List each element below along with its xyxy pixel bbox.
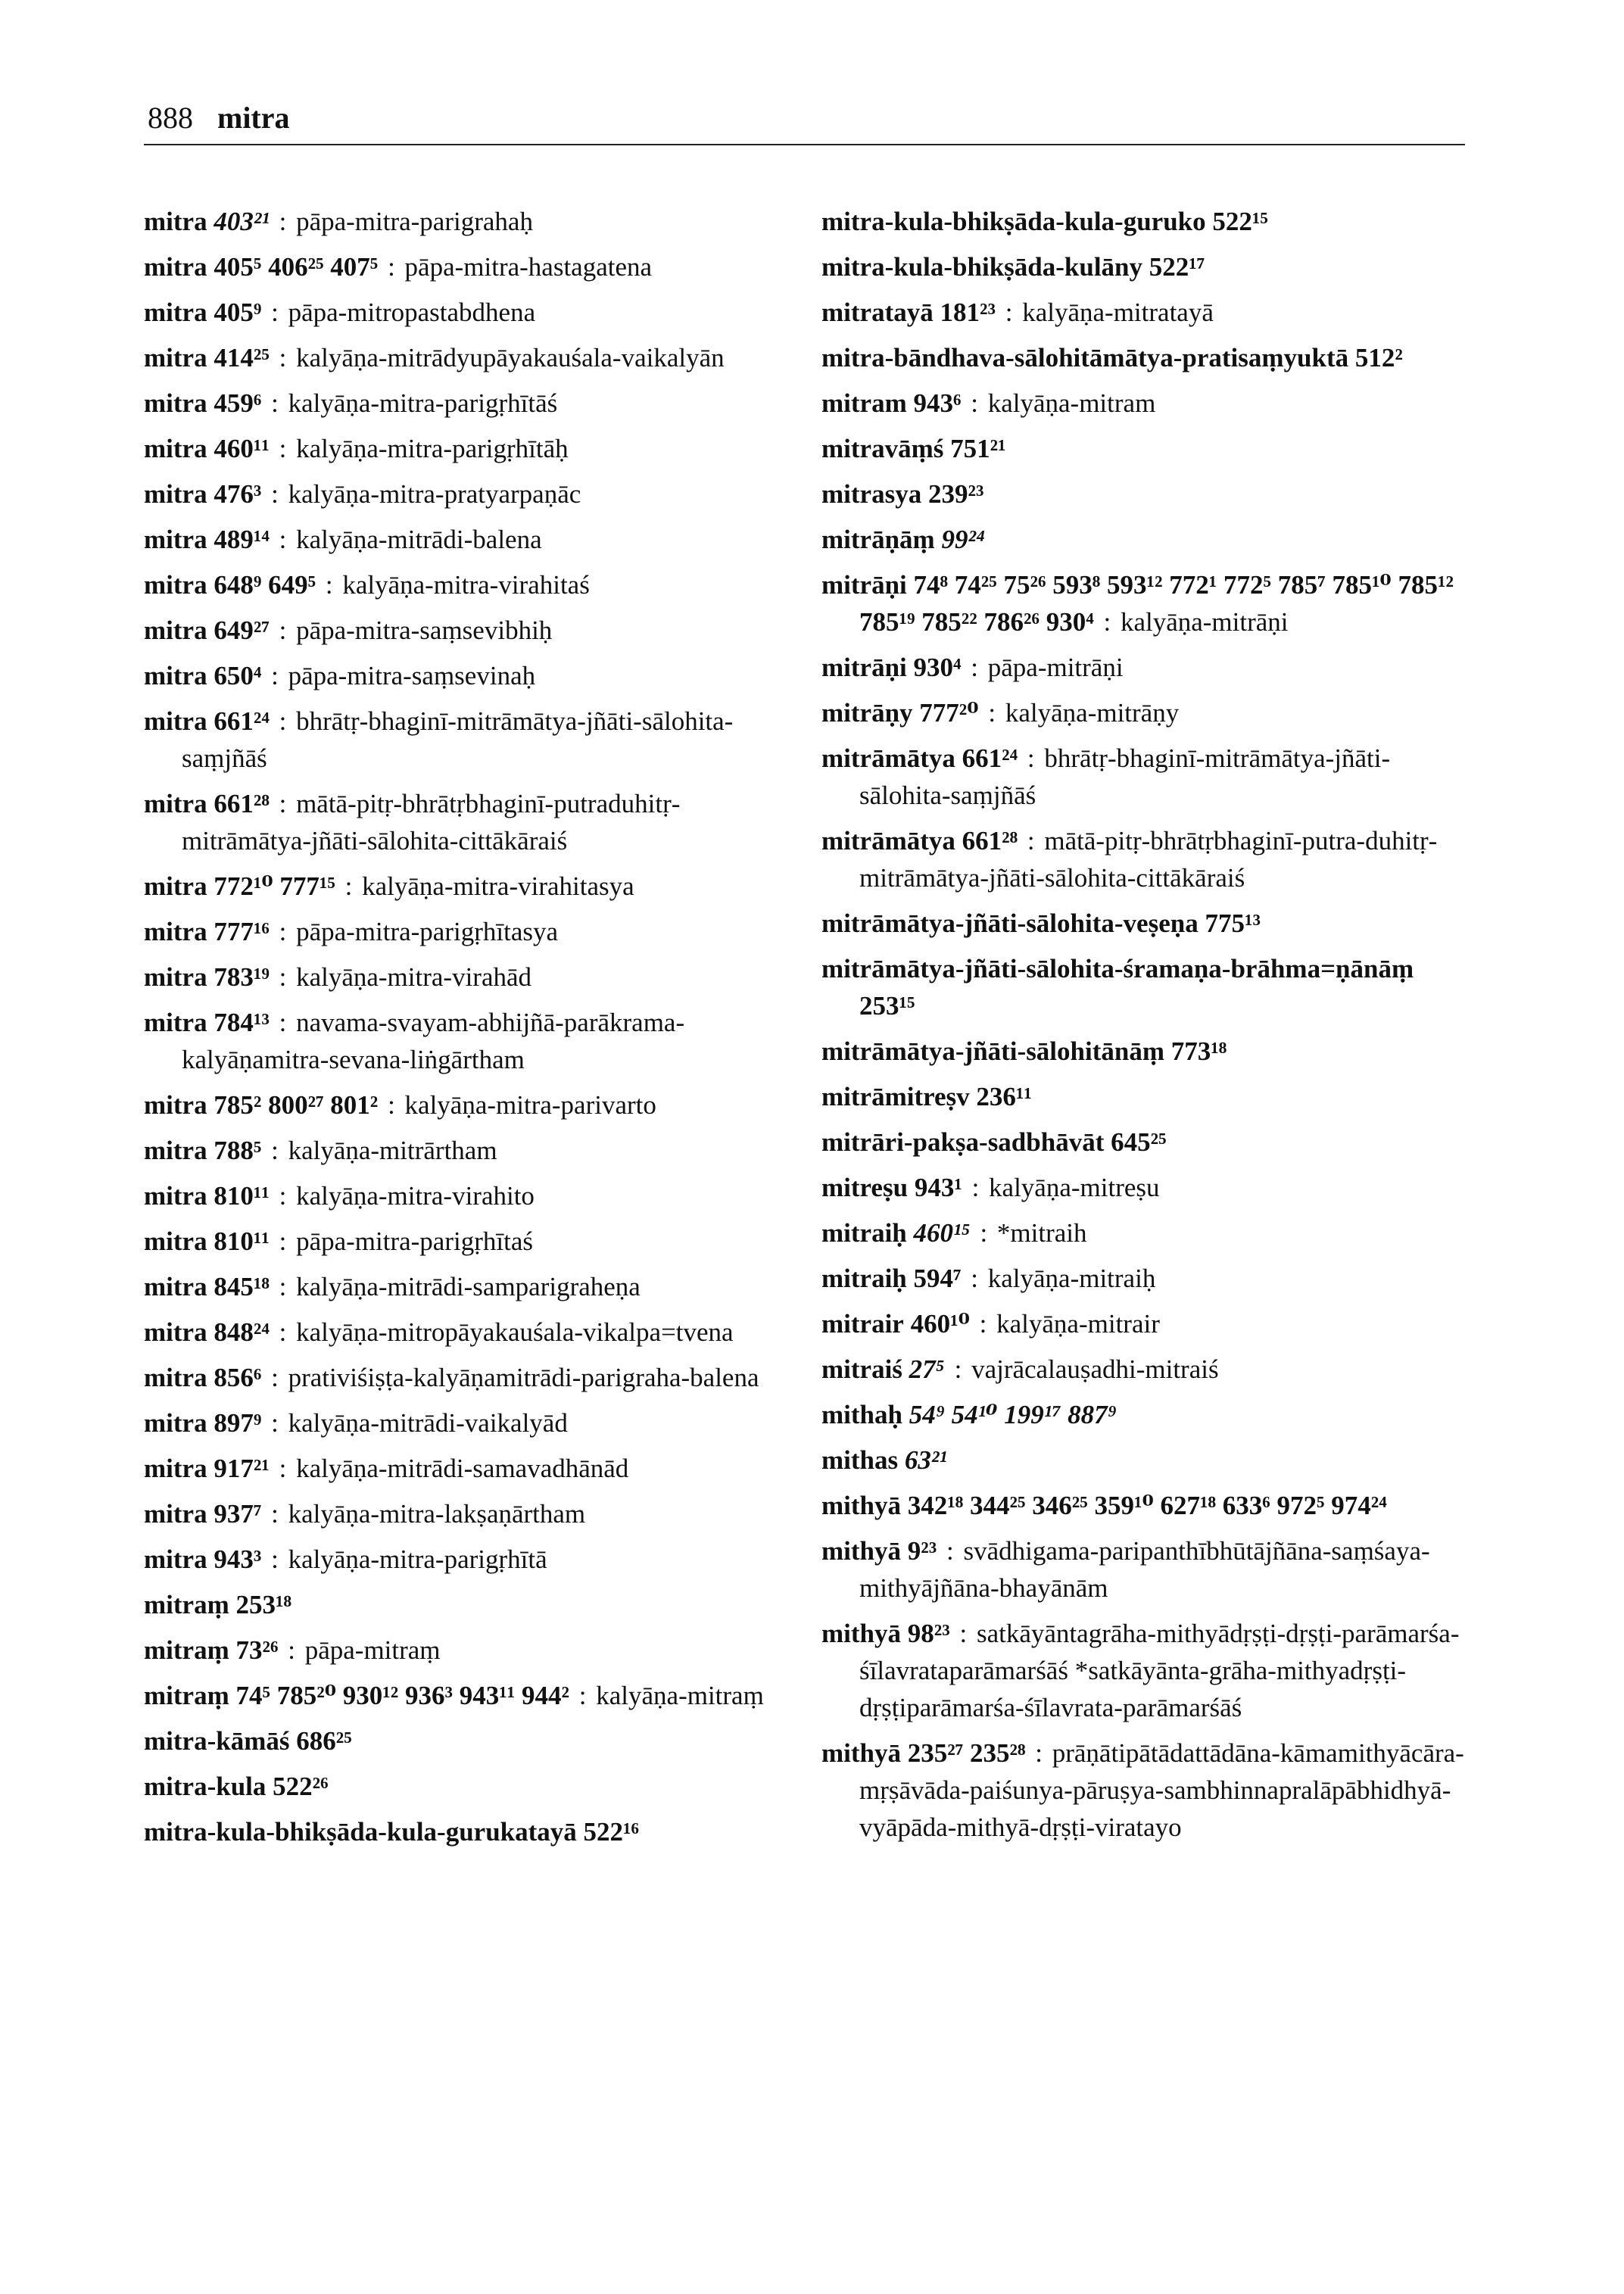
entry-headword: mitra (144, 525, 207, 554)
entry-context: pāpa-mitra-parigṛhītaś (296, 1226, 533, 1256)
entry-references: 751²¹ (950, 434, 1006, 463)
entry-separator: : (264, 1363, 285, 1392)
entry-separator: : (264, 661, 285, 690)
entry-references: 810¹¹ (214, 1181, 270, 1211)
entry-headword: mitrāmātya-jñāti-sālohita-veṣeṇa (821, 909, 1199, 938)
entry-headword: mitram (821, 388, 907, 418)
dictionary-entry (144, 385, 795, 422)
entry-headword: mitra (144, 1090, 207, 1120)
entry-references: 235²⁷ 235²⁸ (907, 1738, 1026, 1768)
entry-headword: mitra-kula-bhikṣāda-kulāny (821, 252, 1143, 282)
entry-headword: mitrāmātya-jñāti-sālohita-śramaṇa-brāhma=ṇānāṃ (821, 954, 1414, 983)
entry-headword: mitraṃ (144, 1590, 229, 1619)
entry-references: 937⁷ (214, 1499, 262, 1529)
entry-separator: : (272, 706, 294, 736)
entry-separator: : (272, 616, 294, 645)
entry-headword: mitra (144, 434, 207, 463)
entry-separator: : (272, 1008, 294, 1037)
entry-separator: : (272, 1454, 294, 1483)
left-column (144, 203, 795, 1859)
entry-headword: mitrasya (821, 479, 922, 509)
entry-separator: : (272, 789, 294, 818)
entry-headword: mitra (144, 570, 207, 600)
entry-references: 661²⁴ (962, 743, 1018, 773)
entry-separator: : (272, 1181, 294, 1211)
entry-headword: mitrāmātya (821, 826, 955, 856)
entry-references: 943¹ (914, 1173, 962, 1202)
entry-headword: mitra (144, 1008, 207, 1037)
entry-headword: mitrāṇi (821, 653, 907, 682)
entry-context: pāpa-mitrāṇi (987, 653, 1124, 682)
entry-headword: mitra (144, 1408, 207, 1438)
entry-separator: : (947, 1354, 969, 1384)
entry-separator: : (964, 388, 985, 418)
dictionary-entry (821, 1735, 1473, 1846)
entry-references: 650⁴ (214, 661, 262, 690)
dictionary-entry (144, 785, 795, 859)
entry-separator: : (264, 479, 285, 509)
dictionary-entry (144, 1541, 795, 1578)
entry-headword: mitra (144, 298, 207, 327)
entry-references: 645²⁵ (1111, 1127, 1167, 1157)
entry-context: satkāyāntagrāha-mithyādṛṣṭi-dṛṣṭi-parāmarśa-śīlavrataparāmarśāś *satkāyānta-grāha-mithyadṛṣṭi-dṛṣṭiparāmarśa-śīlavrata-parāmarśāś (859, 1619, 1460, 1722)
entry-references: 73²⁶ (235, 1635, 279, 1665)
entry-context: bhrātṛ-bhaginī-mitrāmātya-jñāti-sālohita-saṃjñāś (182, 706, 734, 773)
dictionary-entry (144, 1450, 795, 1487)
entry-headword: mitra (144, 1499, 207, 1529)
entry-headword: mitra (144, 343, 207, 372)
entry-context: kalyāṇa-mitra-virahād (296, 962, 532, 992)
entry-references: 784¹³ (214, 1008, 270, 1037)
dictionary-entry (821, 1305, 1473, 1342)
dictionary-entry (821, 1396, 1473, 1433)
entry-context: prativiśiṣṭa-kalyāṇamitrādi-parigraha-balena (288, 1363, 759, 1392)
entry-context: kalyāṇa-mitrādi-samavadhānād (296, 1454, 629, 1483)
dictionary-entry (144, 868, 795, 905)
entry-references: 342¹⁸ 344²⁵ 346²⁵ 359¹⁰ 627¹⁸ 633⁶ 972⁵ 974²⁴ (907, 1491, 1387, 1520)
entry-headword: mitra-kula-bhikṣāda-kula-guruko (821, 207, 1206, 236)
entry-context: kalyāṇa-mitra-pratyarpaṇāc (288, 479, 581, 509)
dictionary-entry (821, 905, 1473, 942)
entry-references: 99²⁴ (941, 525, 986, 554)
entry-separator: : (272, 343, 294, 372)
dictionary-entry (144, 475, 795, 513)
entry-headword: mitrāṇy (821, 698, 913, 728)
entry-separator: : (272, 1272, 294, 1301)
entry-headword: mitra (144, 207, 207, 236)
entry-headword: mitrair (821, 1309, 904, 1339)
entry-references: 512² (1354, 343, 1403, 372)
dictionary-entry (144, 913, 795, 950)
entry-context: kalyāṇa-mitraṃ (596, 1681, 764, 1710)
dictionary-entry (821, 1214, 1473, 1251)
entry-references: 460¹⁵ (913, 1218, 971, 1248)
header-rule (144, 144, 1465, 145)
entry-separator: : (272, 962, 294, 992)
entry-separator: : (264, 298, 285, 327)
entry-references: 661²⁴ (214, 706, 270, 736)
entry-context: pāpa-mitra-parigṛhītasya (296, 917, 559, 946)
dictionary-entry (821, 1532, 1473, 1607)
entry-separator: : (1021, 743, 1042, 773)
entry-context: mātā-pitṛ-bhrātṛbhaginī-putraduhitṛ-mitrāmātya-jñāti-sālohita-cittākāraiś (182, 789, 681, 856)
entry-references: 405⁹ (214, 298, 262, 327)
entry-headword: mitra (144, 1136, 207, 1165)
entry-headword: mitra (144, 917, 207, 946)
entry-references: 943⁶ (913, 388, 962, 418)
entry-references: 661²⁸ (962, 826, 1018, 856)
entry-headword: mitra (144, 871, 207, 901)
entry-context: pāpa-mitra-saṃsevibhiḥ (296, 616, 553, 645)
dictionary-entry (821, 1169, 1473, 1206)
dictionary-entry (144, 703, 795, 777)
entry-references: 775¹³ (1205, 909, 1261, 938)
entry-references: 460¹⁰ (910, 1309, 970, 1339)
entry-references: 253¹⁵ (859, 991, 915, 1021)
entry-context: pāpa-mitra-saṃsevinaḥ (288, 661, 536, 690)
dictionary-entry (144, 1132, 795, 1169)
entry-references: 181²³ (940, 298, 996, 327)
entry-headword: mitrāmātya-jñāti-sālohitānāṃ (821, 1036, 1165, 1066)
entry-headword: mitreṣu (821, 1173, 909, 1202)
dictionary-entry (821, 203, 1473, 240)
entry-separator: : (272, 434, 294, 463)
dictionary-entry (821, 475, 1473, 513)
dictionary-entry (821, 248, 1473, 285)
entry-context: kalyāṇa-mitram (987, 388, 1156, 418)
dictionary-entry (821, 1442, 1473, 1479)
entry-separator: : (272, 1226, 294, 1256)
dictionary-entry (144, 1404, 795, 1442)
dictionary-entry (821, 1124, 1473, 1161)
entry-headword: mithyā (821, 1536, 901, 1566)
entry-separator: : (272, 525, 294, 554)
entry-headword: mitra (144, 479, 207, 509)
dictionary-entry (821, 694, 1473, 731)
dictionary-entry (144, 1495, 795, 1532)
dictionary-entry (144, 1177, 795, 1214)
entry-headword: mitraṃ (144, 1681, 229, 1710)
entry-context: pāpa-mitra-hastagatena (404, 252, 653, 282)
dictionary-entry (144, 1677, 795, 1714)
entry-references: 594⁷ (913, 1264, 962, 1293)
dictionary-entry (144, 294, 795, 331)
dictionary-entry (821, 1615, 1473, 1726)
dictionary-entry (821, 1033, 1473, 1070)
dictionary-entry (144, 1359, 795, 1396)
entry-headword: mitravāṃś (821, 434, 944, 463)
entry-separator: : (381, 1090, 402, 1120)
entry-headword: mitrāri-pakṣa-sadbhāvāt (821, 1127, 1105, 1157)
entry-separator: : (964, 653, 985, 682)
entry-headword: mitra (144, 1272, 207, 1301)
entry-references: 917²¹ (214, 1454, 270, 1483)
entry-context: kalyāṇa-mitra-virahito (296, 1181, 535, 1211)
entry-headword: mitraiḥ (821, 1218, 907, 1248)
entry-references: 522¹⁷ (1149, 252, 1205, 282)
entry-context: kalyāṇa-mitrādi-balena (296, 525, 542, 554)
entry-separator: : (1021, 826, 1042, 856)
entry-headword: mitrāmitreṣv (821, 1082, 970, 1111)
entry-references: 686²⁵ (296, 1726, 352, 1756)
entry-separator: : (972, 1309, 994, 1339)
entry-references: 897⁹ (214, 1408, 262, 1438)
dictionary-entry (144, 958, 795, 996)
entry-references: 930⁴ (913, 653, 962, 682)
entry-separator: : (319, 570, 340, 600)
entry-context: svādhigama-paripanthībhūtājñāna-saṃśaya-mithyājñāna-bhayānām (859, 1536, 1430, 1603)
entry-headword: mitra-bāndhava-sālohitāmātya-pratisaṃyuktā (821, 343, 1349, 372)
entry-headword: mitra (144, 1181, 207, 1211)
entry-context: kalyāṇa-mitrāṇy (1005, 698, 1180, 728)
entry-separator: : (964, 1264, 985, 1293)
entry-headword: mitra (144, 1454, 207, 1483)
entry-context: mātā-pitṛ-bhrātṛbhaginī-putra-duhitṛ-mitrāmātya-jñāti-sālohita-cittākāraiś (859, 826, 1438, 893)
entry-headword: mitra (144, 616, 207, 645)
entry-references: 414²⁵ (214, 343, 270, 372)
entry-references: 522²⁶ (273, 1772, 329, 1801)
entry-separator: : (952, 1619, 974, 1648)
entry-headword: mitra (144, 789, 207, 818)
entry-references: 783¹⁹ (214, 962, 270, 992)
right-column (821, 203, 1473, 1854)
entry-references: 403²¹ (214, 207, 270, 236)
entry-separator: : (940, 1536, 961, 1566)
entry-references: 98²³ (907, 1619, 950, 1648)
dictionary-entry (144, 1223, 795, 1260)
entry-references: 54⁹ 54¹⁰ 199¹⁷ 887⁹ (909, 1400, 1117, 1429)
entry-references: 943³ (214, 1544, 262, 1574)
entry-headword: mitra (144, 706, 207, 736)
dictionary-entry (144, 1586, 795, 1623)
dictionary-entry (821, 1487, 1473, 1524)
entry-headword: mitra (144, 1317, 207, 1347)
dictionary-entry (144, 521, 795, 558)
entry-references: 661²⁸ (214, 789, 270, 818)
dictionary-entry (144, 612, 795, 649)
page-number: 888 (148, 101, 193, 135)
entry-references: 522¹⁶ (583, 1817, 640, 1847)
entry-headword: mitra (144, 1544, 207, 1574)
entry-references: 777²⁰ (919, 698, 979, 728)
entry-context: kalyāṇa-mitra-lakṣaṇārtham (288, 1499, 586, 1529)
entry-context: kalyāṇa-mitrāṇi (1120, 607, 1289, 637)
entry-separator: : (272, 1317, 294, 1347)
entry-separator: : (973, 1218, 994, 1248)
entry-context: vajrācalauṣadhi-mitraiś (971, 1354, 1219, 1384)
dictionary-entry (144, 1004, 795, 1078)
entry-references: 459⁶ (214, 388, 262, 418)
dictionary-entry (144, 1086, 795, 1124)
dictionary-entry (821, 822, 1473, 896)
entry-separator: : (264, 1136, 285, 1165)
entry-context: kalyāṇa-mitrādi-samparigraheṇa (296, 1272, 641, 1301)
entry-headword: mitra-kula (144, 1772, 267, 1801)
entry-headword: mitra (144, 1363, 207, 1392)
entry-references: 405⁵ 406²⁵ 407⁵ (214, 252, 379, 282)
entry-headword: mitratayā (821, 298, 934, 327)
entry-context: kalyāṇa-mitropāyakauśala-vikalpa=tvena (296, 1317, 734, 1347)
entry-context: kalyāṇa-mitrādi-vaikalyād (288, 1408, 568, 1438)
entry-separator: : (981, 698, 1002, 728)
dictionary-entry (821, 1078, 1473, 1115)
dictionary-entry (821, 430, 1473, 467)
entry-references: 74⁵ 785²⁰ 930¹² 936³ 943¹¹ 944² (235, 1681, 570, 1710)
entry-separator: : (338, 871, 360, 901)
entry-headword: mitraiḥ (821, 1264, 907, 1293)
entry-context: kalyāṇa-mitra-virahitaś (342, 570, 590, 600)
entry-headword: mithyā (821, 1738, 901, 1768)
entry-references: 476³ (214, 479, 262, 509)
entry-separator: : (264, 1408, 285, 1438)
entry-context: bhrātṛ-bhaginī-mitrāmātya-jñāti-sālohita-saṃjñāś (859, 743, 1391, 810)
dictionary-entry (821, 950, 1473, 1024)
dictionary-entry (821, 1351, 1473, 1388)
entry-separator: : (272, 207, 294, 236)
entry-headword: mithyā (821, 1491, 901, 1520)
entry-context: kalyāṇa-mitraiḥ (987, 1264, 1156, 1293)
entry-separator: : (272, 917, 294, 946)
entry-context: prāṇātipātādattādāna-kāmamithyācāra-mṛṣāvāda-paiśunya-pāruṣya-sambhinnapralāpābhidhyā-vyāpāda-mithyā-dṛṣṭi-viratayo (859, 1738, 1464, 1842)
entry-separator: : (965, 1173, 987, 1202)
entry-context: *mitraih (996, 1218, 1087, 1248)
dictionary-entry (144, 1268, 795, 1305)
entry-headword: mitraiś (821, 1354, 902, 1384)
dictionary-entry (821, 566, 1473, 641)
entry-references: 253¹⁸ (235, 1590, 291, 1619)
running-headword: mitra (217, 101, 290, 135)
entry-separator: : (998, 298, 1020, 327)
entry-context: navama-svayam-abhijñā-parākrama-kalyāṇamitra-sevana-liṅgārtham (182, 1008, 685, 1074)
entry-references: 74⁸ 74²⁵ 75²⁶ 593⁸ 593¹² 772¹ 772⁵ 785⁷ 785¹⁰ 785¹² 785¹⁹ 785²² 786²⁶ 930⁴ (859, 570, 1454, 637)
entry-separator: : (281, 1635, 302, 1665)
entry-references: 856⁶ (214, 1363, 262, 1392)
dictionary-entry (821, 294, 1473, 331)
entry-references: 239²³ (927, 479, 984, 509)
entry-references: 9²³ (907, 1536, 937, 1566)
entry-separator: : (572, 1681, 594, 1710)
entry-context: kalyāṇa-mitra-virahitasya (362, 871, 634, 901)
entry-references: 522¹⁵ (1212, 207, 1268, 236)
entry-context: kalyāṇa-mitratayā (1022, 298, 1214, 327)
dictionary-entry (144, 203, 795, 240)
dictionary-entry (144, 430, 795, 467)
entry-headword: mitrāṇāṃ (821, 525, 935, 554)
dictionary-entry (144, 1632, 795, 1669)
entry-headword: mitra (144, 1226, 207, 1256)
entry-separator: : (1096, 607, 1117, 637)
entry-references: 236¹¹ (976, 1082, 1032, 1111)
entry-context: kalyāṇa-mitra-parigṛhītāḥ (296, 434, 569, 463)
dictionary-entry (821, 339, 1473, 376)
entry-references: 777¹⁶ (214, 917, 270, 946)
entry-headword: mitra-kāmāś (144, 1726, 290, 1756)
entry-references: 63²¹ (904, 1445, 947, 1475)
entry-references: 460¹¹ (214, 434, 270, 463)
entry-context: kalyāṇa-mitrārtham (288, 1136, 497, 1165)
dictionary-entry (144, 657, 795, 694)
dictionary-entry (144, 248, 795, 285)
entry-references: 788⁵ (214, 1136, 262, 1165)
entry-separator: : (264, 388, 285, 418)
entry-references: 810¹¹ (214, 1226, 270, 1256)
dictionary-entry (821, 521, 1473, 558)
entry-headword: mitrāmātya (821, 743, 955, 773)
entry-headword: mithas (821, 1445, 899, 1475)
entry-context: pāpa-mitra-parigrahaḥ (296, 207, 533, 236)
entry-references: 848²⁴ (214, 1317, 270, 1347)
entry-references: 773¹⁸ (1170, 1036, 1227, 1066)
entry-context: kalyāṇa-mitrair (996, 1309, 1160, 1339)
entry-separator: : (264, 1499, 285, 1529)
entry-context: kalyāṇa-mitra-parigṛhītāś (288, 388, 558, 418)
entry-references: 648⁹ 649⁵ (214, 570, 316, 600)
dictionary-entry (821, 649, 1473, 686)
entry-separator: : (264, 1544, 285, 1574)
entry-separator: : (381, 252, 402, 282)
entry-context: kalyāṇa-mitrādyupāyakauśala-vaikalyān (296, 343, 725, 372)
entry-headword: mitra (144, 962, 207, 992)
page-header (148, 100, 290, 136)
entry-references: 772¹⁰ 777¹⁵ (214, 871, 335, 901)
entry-headword: mitraṃ (144, 1635, 229, 1665)
dictionary-entry (144, 339, 795, 376)
entry-headword: mitrāṇi (821, 570, 907, 600)
entry-references: 27⁵ (909, 1354, 945, 1384)
dictionary-entry (821, 740, 1473, 814)
entry-references: 649²⁷ (214, 616, 270, 645)
entry-context: kalyāṇa-mitra-parigṛhītā (288, 1544, 547, 1574)
entry-context: kalyāṇa-mitreṣu (989, 1173, 1160, 1202)
entry-context: pāpa-mitraṃ (304, 1635, 441, 1665)
entry-headword: mitra (144, 661, 207, 690)
entry-headword: mithaḥ (821, 1400, 902, 1429)
entry-context: kalyāṇa-mitra-parivarto (404, 1090, 656, 1120)
dictionary-entry (821, 385, 1473, 422)
dictionary-entry (144, 1722, 795, 1759)
dictionary-entry (144, 1813, 795, 1850)
entry-references: 785² 800²⁷ 801² (214, 1090, 379, 1120)
entry-context: pāpa-mitropastabdhena (288, 298, 536, 327)
entry-headword: mithyā (821, 1619, 901, 1648)
dictionary-entry (144, 566, 795, 603)
dictionary-entry (144, 1768, 795, 1805)
entry-headword: mitra-kula-bhikṣāda-kula-gurukatayā (144, 1817, 577, 1847)
dictionary-entry (144, 1314, 795, 1351)
entry-separator: : (1028, 1738, 1049, 1768)
entry-headword: mitra (144, 388, 207, 418)
entry-headword: mitra (144, 252, 207, 282)
dictionary-entry (821, 1260, 1473, 1297)
entry-references: 489¹⁴ (214, 525, 270, 554)
entry-references: 845¹⁸ (214, 1272, 270, 1301)
